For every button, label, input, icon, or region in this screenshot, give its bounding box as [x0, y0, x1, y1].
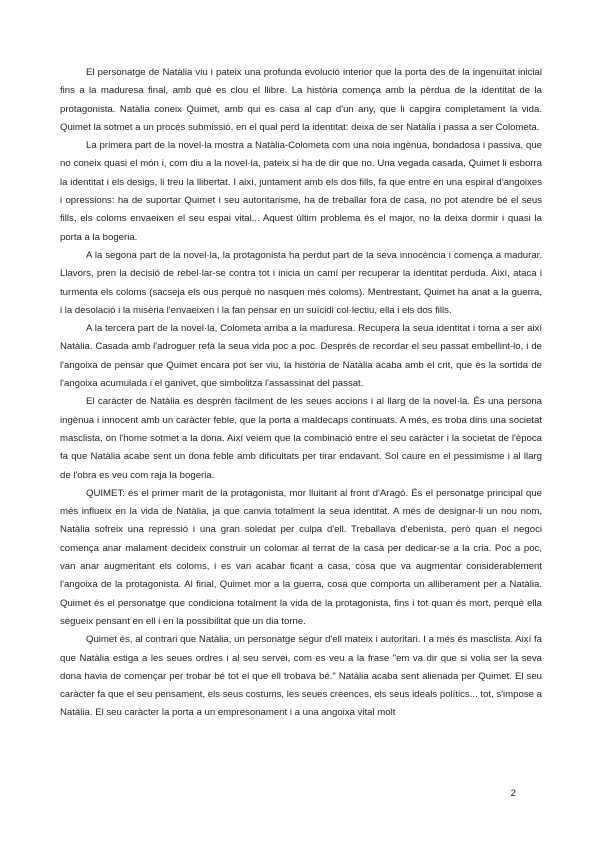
paragraph-6: QUIMET: és el primer marit de la protagonista, mor lluitant al front d'Aragó. És el personatge principal que més influeix en la vida de Natàlia, ja que canvia totalment la seua identitat. A més de designar-li un nou nom, Natàlia sofreix una repressió i una gran soledat per culpa d'ell. Treballava d'ebenista, però quan el negoci comença anar malament decideix construir un colomar al terrat de la casa per dedicar-se a la cria. Poc a poc, van anar augmentant els coloms, i es van acabar ficant a casa, cosa que va augmentar considerablement l'angoixa de la protagonista. Al final, Quimet mor a la guerra, cosa que comporta un alliberament per a Natàlia. Quimet és el personatge que condiciona totalment la vida de la protagonista, fins i tot quan és mort, perquè ella segueix pensant en ell i en la possibilitat que un dia torne.: [60, 487, 542, 627]
document-body: [60, 64, 542, 723]
paragraph-2: La primera part de la novel·la mostra a Natàlia-Colometa com una noia ingènua, bondadosa i passiva, que no coneix quasi el món i, com diu a la novel·la, pateix si ha de dir que no. Una vegada casada, Quimet li esborra la identitat i els desigs, li treu la llibertat. I així, juntament amb els dos fills, fa que entre en una espiral d'angoixes i opressions: ha de suportar Quimet i seu autoritarisme, ha de treballar fora de casa, no pot atendre bé el seus fills, els coloms envaeixen el seu espai vital... Aquest últim problema és el major, no la deixa dormir i quasi la porta a la bogeria.: [60, 140, 542, 243]
paragraph-5: El caràcter de Natàlia es desprèn fàcilment de les seues accions i al llarg de la novel·la. És una persona ingènua i innocent amb un caràcter feble, que la porta a maldecaps continuats. A més, es troba dins una societat masclista, on l'home sotmet a la dona. Així veiem que la combinació entre el seu caràcter i la societat de l'època fa que Natàlia acabe sent un dona feble amb dificultats per tirar endavant. Sol caure en el pessimisme i al llarg de l'obra es veu com raja la bogeria.: [60, 396, 542, 481]
paragraph-4: A la tercera part de la novel·la, Colometa arriba a la maduresa. Recupera la seua identitat i torna a ser així Natàlia. Casada amb l'adroguer refà la seua vida poc a poc. Després de recordar el seu passat embellint-lo, i de l'angoixa de pensar que Quimet encara pot ser viu, la història de Natàlia acaba amb el crit, que és la sortida de l'angoixa acumulada i el ganivet, que simbolitza l'assassinat del passat.: [60, 323, 542, 390]
paragraph-1: El personatge de Natàlia viu i pateix una profunda evolució interior que la porta des de la ingenuïtat inicial fins a la maduresa final, amb què es clou el llibre. La història comença amb la pèrdua de la identitat de la protagonista. Natàlia coneix Quimet, amb qui es casa al cap d'un any, que li capgira completament la vida. Quimet la sotmet a un procés submissió, en el qual perd la identitat: deixa de ser Natàlia i passa a ser Colometa.: [60, 67, 542, 133]
page-number: 2: [510, 788, 516, 799]
paragraph-3: A la segona part de la novel·la, la protagonista ha perdut part de la seva innocència i comença a madurar. Llavors, pren la decisió de rebel·lar-se contra tot i inicia un camí per recuperar la identitat perduda. Així, ataca i turmenta els coloms (sacseja els ous perquè no nasquen més coloms). Mentrestant, Quimet ha anat a la guerra, i la desolació i la misèria l'envaeixen i la fan pensar en un suïcidi col·lectiu, ella i els dos fills.: [60, 249, 542, 316]
paragraph-7: Quimet és, al contrari que Natàlia, un personatge segur d'ell mateix i autoritari. I a més és masclista. Així fa que Natàlia estiga a les seues ordres i al seu servei, com es veu a la frase "em va dir que si volia ser la seva dona havia de començar per trobar bé tot el que ell trobava bé." Natàlia acaba sent alienada per Quimet. El seu caràcter fa que el seu pensament, els seus costums, les seues creences, els seus ideals polítics... tot, s'impose a Natàlia. El seu caràcter la porta a un empresonament i a una angoixa vital molt: [60, 634, 542, 719]
